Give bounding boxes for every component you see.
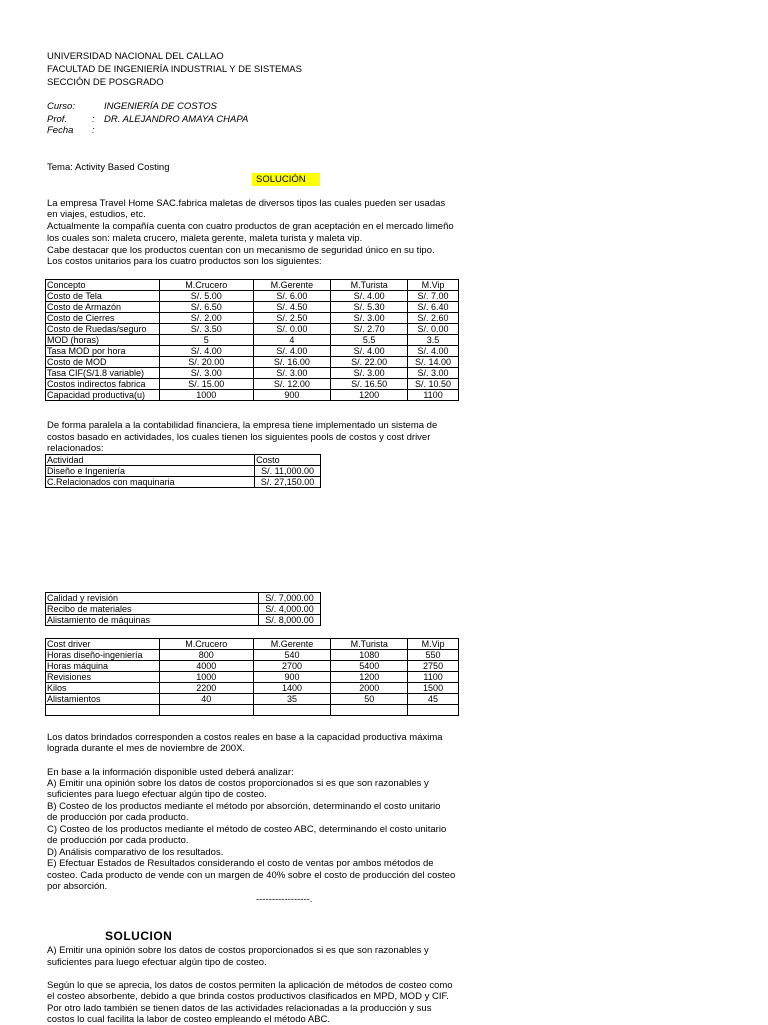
section-name: SECCIÓN DE POSGRADO	[47, 77, 164, 88]
university-name: UNIVERSIDAD NACIONAL DEL CALLAO	[47, 51, 224, 62]
table-cell: Costo de Tela	[46, 291, 160, 302]
topic: Tema: Activity Based Costing	[47, 162, 170, 173]
table-cell: S/. 3.00	[408, 368, 459, 379]
table-cell: Horas diseño-ingeniería	[46, 650, 160, 661]
task-line: C) Costeo de los productos mediante el método de costeo ABC, determinando el costo unitario	[47, 824, 447, 835]
header-cell: M.Turista	[331, 280, 408, 291]
header-cell: Cost driver	[46, 639, 160, 650]
intro-line: Los costos unitarios para los cuatro productos son los siguientes:	[47, 256, 322, 267]
table-cell: S/. 14.00	[408, 357, 459, 368]
paragraph-line: relacionados:	[47, 443, 104, 454]
table-cell: S/. 4.00	[331, 346, 408, 357]
task-line: de producción por cada producto.	[47, 812, 189, 823]
table-cell: S/. 3.50	[159, 324, 253, 335]
paragraph-line: Según lo que se aprecia, los datos de costos permiten la aplicación de métodos de costeo como	[47, 980, 453, 991]
table-row	[46, 615, 321, 626]
paragraph-line: A) Emitir una opinión sobre los datos de costos proporcionados si es que son razonables y	[47, 945, 429, 956]
activity-cost-pools-table-continued	[45, 592, 321, 626]
header-cell: Concepto	[46, 280, 160, 291]
table-cell: S/. 20.00	[159, 357, 253, 368]
paragraph-line: Por otro lado también se tienen datos de las actividades relacionadas a la producción y sus	[47, 1003, 432, 1014]
table-cell: S/. 4.50	[253, 302, 331, 313]
table-cell: S/. 0.00	[253, 324, 331, 335]
separator: -----------------.	[256, 894, 313, 905]
table-row	[46, 672, 459, 683]
header-cell: M.Gerente	[253, 280, 331, 291]
table-cell: Calidad y revisión	[46, 593, 259, 604]
paragraph-line: costos basado en actividades, los cuales tienen los siguientes pools de costos y cost driver	[47, 432, 431, 443]
solution-badge	[252, 174, 320, 185]
header-cell: M.Crucero	[159, 639, 253, 650]
prof-label: Prof.	[47, 114, 68, 125]
table-cell: Costo de Ruedas/seguro	[46, 324, 160, 335]
task-line: A) Emitir una opinión sobre los datos de costos proporcionados si es que son razonables y	[47, 778, 429, 789]
table-cell: 4000	[159, 661, 253, 672]
activity-cost-pools-table	[45, 454, 321, 488]
table-cell: S/. 6.00	[253, 291, 331, 302]
paragraph-line: suficientes para luego efectuar algún tipo de costeo.	[47, 957, 267, 968]
table-cell: S/. 7.00	[408, 291, 459, 302]
table-cell: Diseño e Ingeniería	[46, 466, 255, 477]
table-cell: 1200	[331, 390, 408, 401]
paragraph-line: lograda durante el mes de noviembre de 200X.	[47, 743, 246, 754]
intro-line: Actualmente la compañía cuenta con cuatro productos de gran aceptación en el mercado limeño	[47, 221, 454, 232]
table-row	[46, 683, 459, 694]
table-header-row	[46, 280, 459, 291]
table-cell: S/. 16.50	[331, 379, 408, 390]
table-row	[46, 379, 459, 390]
table-cell: S/. 16.00	[253, 357, 331, 368]
table-header-row	[46, 639, 459, 650]
task-line: En base a la información disponible usted deberá analizar:	[47, 767, 294, 778]
table-cell: S/. 3.00	[253, 368, 331, 379]
table-cell: S/. 2.50	[253, 313, 331, 324]
header-cell: M.Vip	[408, 639, 459, 650]
task-line: B) Costeo de los productos mediante el método por absorción, determinando el costo unitario	[47, 801, 441, 812]
table-header-row	[46, 455, 321, 466]
intro-line: Cabe destacar que los productos cuentan con un mecanismo de seguridad único en su tipo.	[47, 245, 435, 256]
table-cell: S/. 8,000.00	[259, 615, 321, 626]
table-cell	[331, 705, 408, 716]
table-row	[46, 477, 321, 488]
table-cell: 2750	[408, 661, 459, 672]
table-cell: 2000	[331, 683, 408, 694]
table-cell: Capacidad productiva(u)	[46, 390, 160, 401]
table-cell: 2700	[253, 661, 331, 672]
table-cell: 2200	[159, 683, 253, 694]
table-cell: S/. 6.40	[408, 302, 459, 313]
table-cell	[46, 705, 160, 716]
table-cell: S/. 5.00	[159, 291, 253, 302]
table-cell: 900	[253, 672, 331, 683]
table-row	[46, 604, 321, 615]
task-line: de producción por cada producto.	[47, 835, 189, 846]
table-cell: S/. 4,000.00	[259, 604, 321, 615]
task-line: D) Análisis comparativo de los resultados.	[47, 847, 224, 858]
task-line: por absorción.	[47, 881, 108, 892]
task-line: suficientes para luego efectuar algún tipo de costeo.	[47, 789, 267, 800]
table-cell: 1000	[159, 672, 253, 683]
table-cell: 50	[331, 694, 408, 705]
table-cell: 550	[408, 650, 459, 661]
paragraph-line: De forma paralela a la contabilidad financiera, la empresa tiene implementado un sistema de	[47, 420, 438, 431]
table-cell: 1080	[331, 650, 408, 661]
table-cell: 35	[253, 694, 331, 705]
table-row	[46, 705, 459, 716]
solution-heading: SOLUCION	[105, 929, 173, 943]
table-cell: S/. 12.00	[253, 379, 331, 390]
table-cell: Costo de Cierres	[46, 313, 160, 324]
paragraph-line: Los datos brindados corresponden a costos reales en base a la capacidad productiva máxima	[47, 732, 443, 743]
solution-label: SOLUCIÓN	[252, 173, 320, 186]
table-cell: Costo de Armazón	[46, 302, 160, 313]
table-cell: Costo de MOD	[46, 357, 160, 368]
table-cell: S/. 4.00	[253, 346, 331, 357]
table-cell: S/. 2.60	[408, 313, 459, 324]
table-row	[46, 335, 459, 346]
table-cell: 800	[159, 650, 253, 661]
header-cell: Costo	[255, 455, 321, 466]
table-row	[46, 466, 321, 477]
paragraph-line: el costeo absorbente, debido a que brinda costos productivos clasificados en MPD, MOD y CIF.	[47, 991, 449, 1002]
table-cell: Tasa MOD por hora	[46, 346, 160, 357]
table-cell: S/. 0.00	[408, 324, 459, 335]
header-cell: Actividad	[46, 455, 255, 466]
table-cell: S/. 22.00	[331, 357, 408, 368]
date-separator: :	[92, 125, 95, 136]
table-cell: 5400	[331, 661, 408, 672]
table-cell: 1500	[408, 683, 459, 694]
table-row	[46, 346, 459, 357]
table-cell: Horas máquina	[46, 661, 160, 672]
table-cell: S/. 6.50	[159, 302, 253, 313]
faculty-name: FACULTAD DE INGENIERÍA INDUSTRIAL Y DE SISTEMAS	[47, 64, 302, 75]
table-cell: 4	[253, 335, 331, 346]
table-cell: S/. 27,150.00	[255, 477, 321, 488]
table-cell: S/. 5.30	[331, 302, 408, 313]
table-cell	[253, 705, 331, 716]
table-row	[46, 302, 459, 313]
table-cell: S/. 3.00	[159, 368, 253, 379]
table-cell: Alistamientos	[46, 694, 160, 705]
task-line: E) Efectuar Estados de Resultados considerando el costo de ventas por ambos métodos de	[47, 858, 434, 869]
table-row	[46, 650, 459, 661]
table-cell: S/. 10.50	[408, 379, 459, 390]
table-cell: 3.5	[408, 335, 459, 346]
table-row	[46, 357, 459, 368]
table-cell: 900	[253, 390, 331, 401]
table-row	[46, 324, 459, 335]
table-cell: Alistamiento de máquinas	[46, 615, 259, 626]
prof-value: DR. ALEJANDRO AMAYA CHAPA	[104, 114, 249, 125]
table-cell: 1400	[253, 683, 331, 694]
table-cell: S/. 11,000.00	[255, 466, 321, 477]
table-cell: S/. 7,000.00	[259, 593, 321, 604]
table-cell: 5	[159, 335, 253, 346]
paragraph-line: costos lo cual facilita la labor de costeo empleando el método ABC.	[47, 1014, 331, 1025]
table-cell: Tasa CIF(S/1.8 variable)	[46, 368, 160, 379]
table-cell: S/. 3.00	[331, 313, 408, 324]
table-row	[46, 661, 459, 672]
table-cell: 40	[159, 694, 253, 705]
intro-line: en viajes, estudios, etc.	[47, 209, 146, 220]
table-cell: S/. 4.00	[331, 291, 408, 302]
task-line: costeo. Cada producto de vende con un margen de 40% sobre el costo de producción del costeo	[47, 870, 456, 881]
header-cell: M.Vip	[408, 280, 459, 291]
table-cell: MOD (horas)	[46, 335, 160, 346]
table-cell: Costos indirectos fabrica	[46, 379, 160, 390]
intro-line: La empresa Travel Home SAC.fabrica maletas de diversos tipos las cuales pueden ser usadas	[47, 198, 446, 209]
table-cell: 5.5	[331, 335, 408, 346]
table-cell	[159, 705, 253, 716]
table-cell: S/. 2.00	[159, 313, 253, 324]
table-cell: 1000	[159, 390, 253, 401]
table-cell: S/. 3.00	[331, 368, 408, 379]
table-cell	[408, 705, 459, 716]
table-cell: S/. 2.70	[331, 324, 408, 335]
course-value: INGENIERÍA DE COSTOS	[104, 101, 217, 112]
table-cell: 45	[408, 694, 459, 705]
header-cell: M.Crucero	[159, 280, 253, 291]
table-cell: Kilos	[46, 683, 160, 694]
intro-line: los cuales son: maleta crucero, maleta gerente, maleta turista y maleta vip.	[47, 233, 363, 244]
table-row	[46, 593, 321, 604]
header-cell: M.Turista	[331, 639, 408, 650]
table-cell: 1200	[331, 672, 408, 683]
course-label: Curso:	[47, 101, 75, 112]
table-cell: S/. 15.00	[159, 379, 253, 390]
table-cell: S/. 4.00	[159, 346, 253, 357]
table-cell: Recibo de materiales	[46, 604, 259, 615]
table-cell: Revisiones	[46, 672, 160, 683]
table-cell: S/. 4.00	[408, 346, 459, 357]
table-row	[46, 694, 459, 705]
table-cell: C.Relacionados con maquinaria	[46, 477, 255, 488]
table-cell: 540	[253, 650, 331, 661]
cost-drivers-table	[45, 638, 459, 716]
table-cell: 1100	[408, 672, 459, 683]
table-row	[46, 313, 459, 324]
header-cell: M.Gerente	[253, 639, 331, 650]
unit-costs-table	[45, 279, 459, 401]
prof-separator: :	[92, 114, 95, 125]
table-row	[46, 368, 459, 379]
table-row	[46, 390, 459, 401]
table-row	[46, 291, 459, 302]
table-cell: 1100	[408, 390, 459, 401]
date-label: Fecha	[47, 125, 74, 136]
